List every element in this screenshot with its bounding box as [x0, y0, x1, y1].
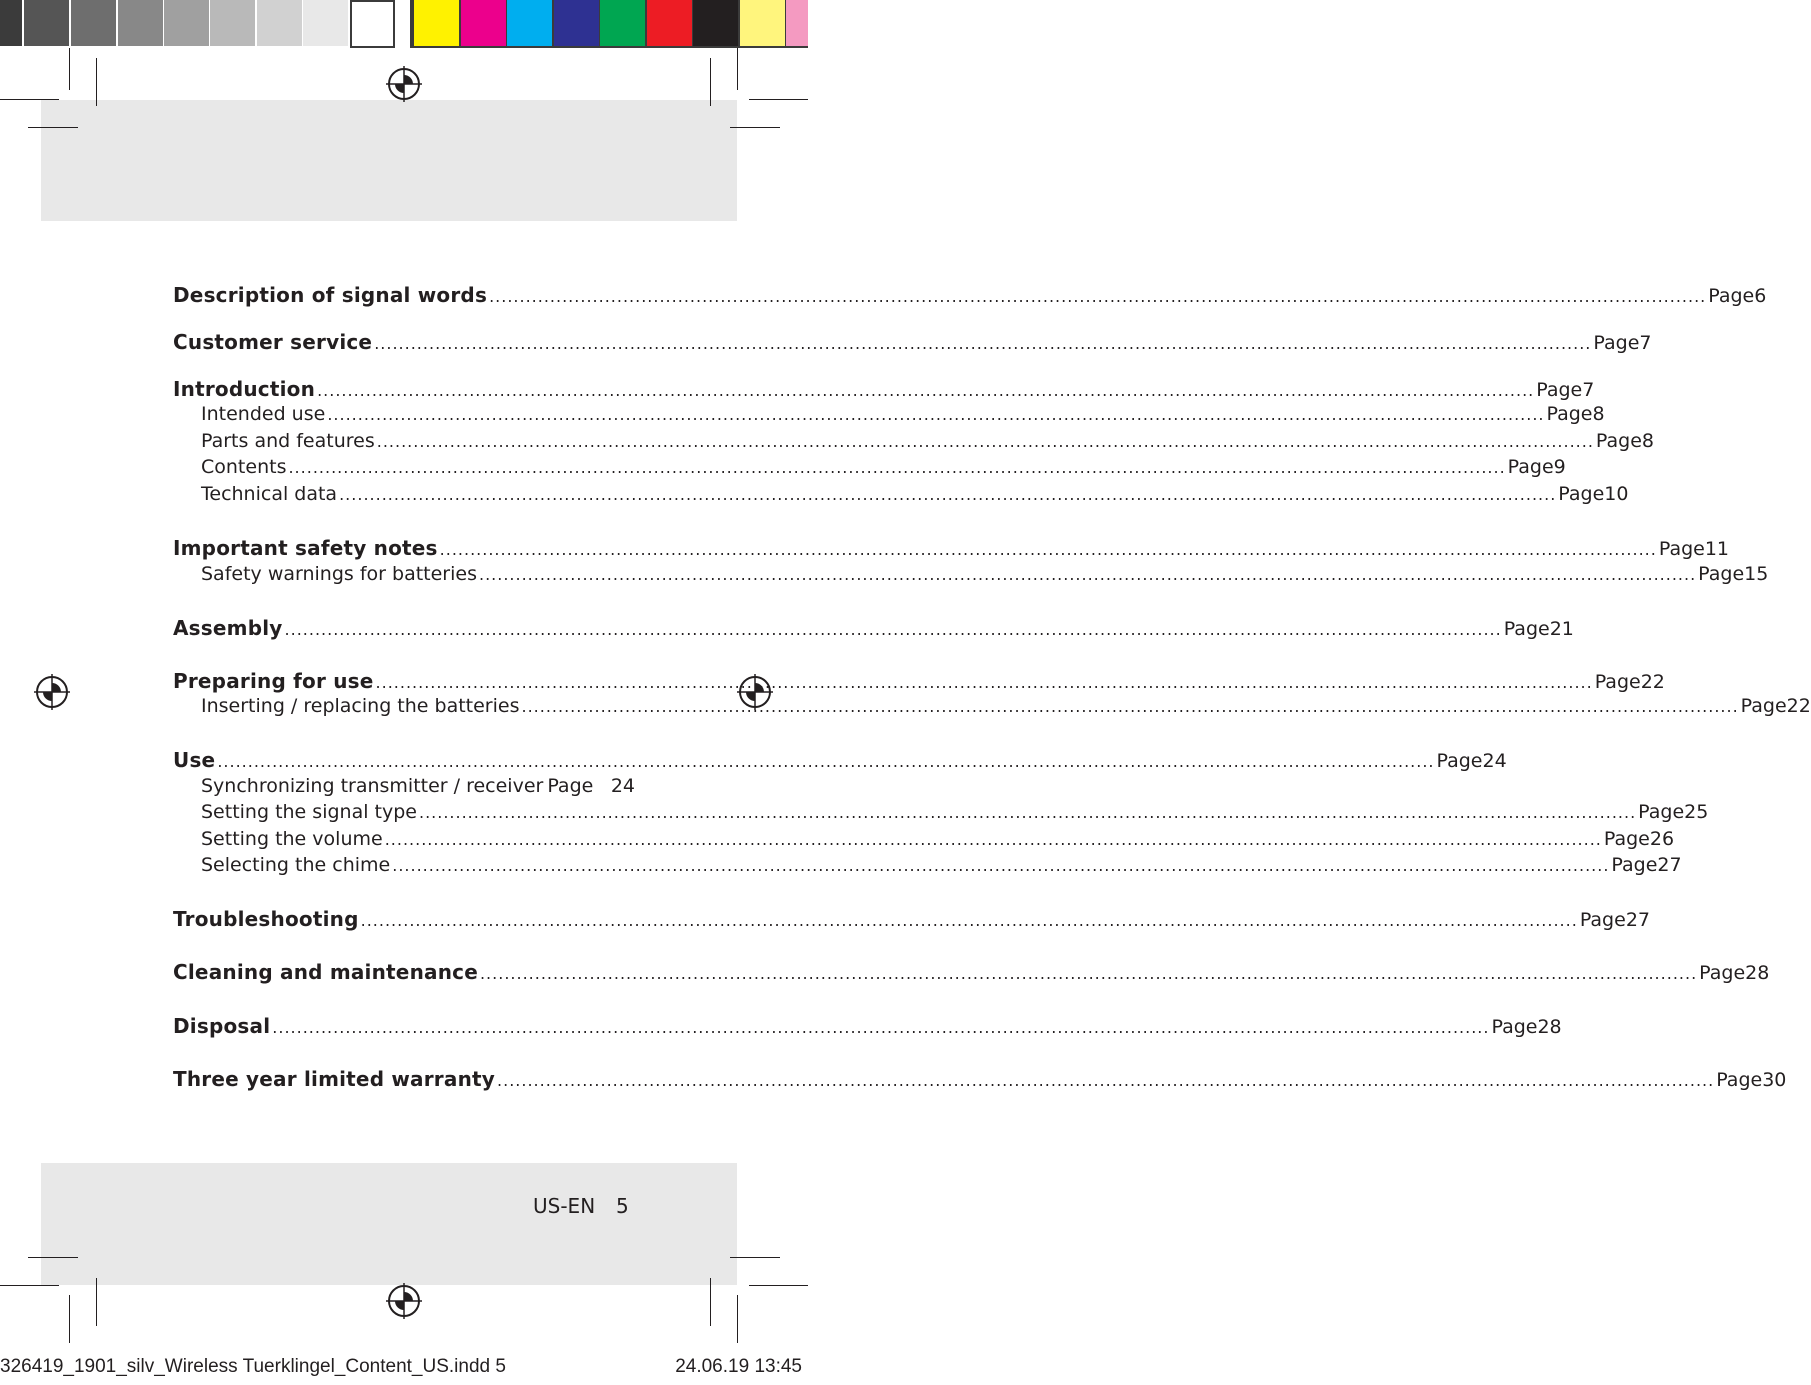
toc-entry-page-number: 9	[1553, 456, 1566, 478]
toc-entry	[173, 283, 1767, 309]
process-swatch	[507, 0, 552, 46]
print-slug-date: 24.06.19 13:45	[675, 1356, 802, 1377]
process-swatch	[693, 0, 738, 46]
toc-entry-page-word: Page	[547, 775, 594, 797]
gray-swatch	[0, 0, 22, 46]
dot-leader: ........................................................................................................................................................................................................	[217, 752, 1435, 771]
gray-swatch	[210, 0, 255, 46]
dot-leader: ........................................................................................................................................................................................................	[327, 405, 1545, 424]
color-calibration-bar	[0, 0, 808, 48]
toc-entry-title: Cleaning and maintenance	[173, 960, 478, 984]
gray-swatch	[303, 0, 348, 46]
header-band	[41, 100, 737, 221]
gray-swatch	[164, 0, 209, 46]
dot-leader: ........................................................................................................................................................................................................	[479, 964, 1698, 983]
dot-leader: ........................................................................................................................................................................................................	[376, 432, 1594, 451]
toc-entry	[173, 801, 1709, 827]
toc-entry-page-word: Page	[1603, 828, 1650, 850]
toc-entry-page-number: 21	[1549, 618, 1574, 640]
toc-entry-page-number: 28	[1745, 962, 1770, 984]
toc-entry-page-word: Page	[1658, 538, 1705, 560]
toc-entry-title: Technical data	[201, 483, 338, 505]
toc-entry-page-number: 22	[1640, 671, 1665, 693]
toc-entry	[173, 616, 1574, 642]
toc-entry-page-number: 30	[1762, 1069, 1787, 1091]
process-swatch	[647, 0, 692, 46]
toc-entry-title: Important safety notes	[173, 536, 438, 560]
toc-entry-page-number: 7	[1582, 379, 1595, 401]
toc-entry-title: Preparing for use	[173, 669, 374, 693]
toc-entry-title: Safety warnings for batteries	[201, 563, 477, 585]
registration-mark-icon	[385, 65, 423, 103]
toc-entry	[173, 1014, 1562, 1040]
toc-entry-title: Assembly	[173, 616, 283, 640]
process-swatch	[740, 0, 785, 46]
toc-entry	[173, 828, 1675, 854]
toc-entry	[173, 483, 1629, 509]
toc-entry-title: Customer service	[173, 330, 373, 354]
toc-entry-title: Setting the signal type	[201, 801, 417, 823]
registration-mark-icon	[385, 1282, 423, 1320]
toc-entry-page-word: Page	[1594, 671, 1641, 693]
process-swatch	[414, 0, 459, 46]
toc-entry-page-word: Page	[1595, 430, 1642, 452]
toc-entry-page-number: 11	[1704, 538, 1730, 560]
toc-entry	[173, 907, 1650, 933]
toc-entry	[173, 960, 1770, 986]
process-swatch	[554, 0, 599, 46]
toc-entry-title: Inserting / replacing the batteries	[201, 695, 520, 717]
dot-leader: ........................................................................................................................................................................................................	[497, 1071, 1715, 1090]
toc-entry	[173, 456, 1566, 482]
dot-leader: ........................................................................................................................................................................................................	[384, 830, 1602, 849]
toc-entry-page-word: Page	[1491, 1016, 1538, 1038]
print-slug-file: 326419_1901_silv_Wireless Tuerklingel_Content_US.indd 5	[0, 1356, 506, 1377]
dot-leader: ........................................................................................................................................................................................................	[317, 381, 1535, 400]
gray-swatch	[118, 0, 163, 46]
dot-leader: ........................................................................................................................................................................................................	[272, 1018, 1490, 1037]
toc-entry	[173, 854, 1682, 880]
toc-entry	[173, 330, 1652, 356]
toc-entry-page-number: 27	[1657, 854, 1682, 876]
toc-entry	[173, 1067, 1787, 1093]
page-number: 5	[616, 1194, 629, 1218]
toc-entry-page-word: Page	[1536, 379, 1583, 401]
process-swatch	[600, 0, 645, 46]
toc-entry-page-word: Page	[1546, 403, 1593, 425]
dot-leader: ........................................................................................................................................................................................................	[360, 911, 1578, 930]
toc-entry-page-word: Page	[1699, 962, 1746, 984]
toc-entry	[173, 563, 1769, 589]
toc-entry-page-word: Page	[1611, 854, 1658, 876]
dot-leader: ........................................................................................................................................................................................................	[392, 856, 1610, 875]
toc-entry-page-word: Page	[1558, 483, 1605, 505]
dot-leader: ........................................................................................................................................................................................................	[489, 287, 1707, 306]
gray-swatch	[350, 0, 395, 48]
gray-swatch	[71, 0, 116, 46]
toc-entry-page-number: 8	[1592, 403, 1605, 425]
locale-label: US-EN	[533, 1194, 596, 1218]
toc-entry	[173, 748, 1507, 774]
toc-entry-page-number: 7	[1639, 332, 1652, 354]
toc-entry-page-word: Page	[1740, 695, 1787, 717]
toc-entry-page-number: 10	[1604, 483, 1629, 505]
toc-entry-title: Parts and features	[201, 430, 375, 452]
toc-entry	[173, 430, 1655, 456]
toc-entry-page-number: 8	[1641, 430, 1655, 452]
toc-entry-title: Synchronizing transmitter / receiver	[201, 775, 544, 797]
toc-entry-page-word: Page	[1436, 750, 1483, 772]
dot-leader: ........................................................................................................................................................................................................	[284, 620, 1502, 639]
toc-entry	[173, 377, 1595, 403]
toc-entry-page-number: 15	[1744, 563, 1769, 585]
toc-entry	[173, 536, 1730, 562]
dot-leader: ........................................................................................................................................................................................................	[375, 673, 1593, 692]
toc-entry-page-number: 28	[1537, 1016, 1562, 1038]
dot-leader: ........................................................................................................................................................................................................	[288, 458, 1506, 477]
toc-entry-page-number: 26	[1649, 828, 1675, 850]
toc-entry-page-word: Page	[1708, 285, 1755, 307]
toc-entry	[173, 403, 1605, 429]
toc-entry-page-number: 24	[1482, 750, 1507, 772]
dot-leader: ........................................................................................................................................................................................................	[439, 540, 1657, 559]
toc-entry-title: Three year limited warranty	[173, 1067, 496, 1091]
process-swatch	[461, 0, 506, 46]
dot-leader: ........................................................................................................................................................................................................	[374, 334, 1592, 353]
toc-entry	[173, 695, 1811, 721]
dot-leader: ........................................................................................................................................................................................................	[478, 565, 1697, 584]
toc-entry-page-number: 24	[610, 775, 635, 797]
toc-entry-page-word: Page	[1593, 332, 1640, 354]
toc-entry-page-number: 25	[1684, 801, 1709, 823]
gray-swatch	[24, 0, 69, 46]
dot-leader: ........................................................................................................................................................................................................	[521, 697, 1739, 716]
toc-entry-title: Disposal	[173, 1014, 271, 1038]
gray-swatch	[257, 0, 302, 46]
toc-entry-page-number: 22	[1786, 695, 1811, 717]
toc-entry	[173, 669, 1665, 695]
process-swatch	[786, 0, 808, 46]
toc-entry-page-word: Page	[1507, 456, 1554, 478]
toc-entry-title: Troubleshooting	[173, 907, 359, 931]
toc-entry-title: Introduction	[173, 377, 316, 401]
toc-entry-page-word: Page	[1698, 563, 1745, 585]
registration-mark-icon	[33, 673, 71, 711]
toc-entry-page-number: 27	[1625, 909, 1650, 931]
toc-entry-title: Intended use	[201, 403, 326, 425]
toc-entry-page-number: 6	[1754, 285, 1767, 307]
footer-band	[41, 1163, 737, 1285]
dot-leader: ........................................................................................................................................................................................................	[339, 485, 1557, 504]
toc-entry-page-word: Page	[1638, 801, 1685, 823]
toc-entry-page-word: Page	[1716, 1069, 1763, 1091]
toc-entry-page-word: Page	[1503, 618, 1550, 640]
toc-entry	[173, 775, 635, 801]
toc-entry-title: Contents	[201, 456, 287, 478]
toc-entry-title: Selecting the chime	[201, 854, 391, 876]
toc-entry-page-word: Page	[1579, 909, 1626, 931]
toc-entry-title: Setting the volume	[201, 828, 383, 850]
toc-entry-title: Use	[173, 748, 216, 772]
toc-entry-title: Description of signal words	[173, 283, 488, 307]
dot-leader: ........................................................................................................................................................................................................	[418, 803, 1637, 822]
